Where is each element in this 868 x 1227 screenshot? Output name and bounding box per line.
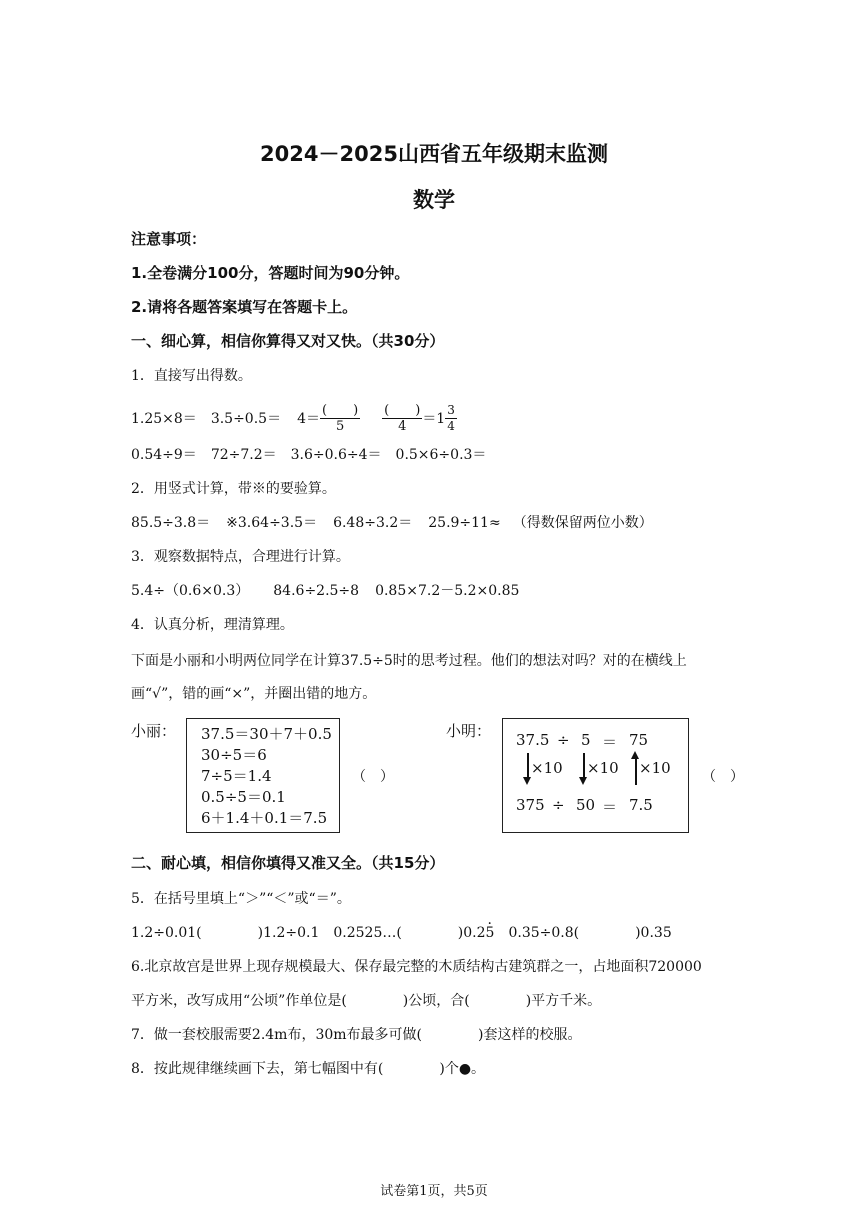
page-title: 2024－2025山西省五年级期末监测 — [260, 142, 608, 166]
section1-heading: 一、细心算，相信你算得又对又快。（共30分） — [131, 332, 445, 350]
q5-label: 5．在括号里填上“＞”“＜”或“＝”。 — [131, 891, 351, 907]
q7: 7．做一套校服需要2.4m布，30m布最多可做( )套这样的校服。 — [131, 1027, 582, 1043]
xiaoli-work-box — [186, 718, 340, 833]
q1-item-e: 0.54÷9＝ — [131, 447, 197, 463]
xm-top-b: 5 — [581, 731, 591, 749]
page-subtitle: 数学 — [413, 188, 455, 212]
xm-mul-3: ×10 — [639, 759, 671, 777]
xiaoli-answer-paren: （ ） — [352, 769, 394, 785]
q1-mixed-fraction: $\frac{3}{4}$ — [447, 402, 455, 433]
notice-item-2: 2.请将各题答案填写在答题卡上。 — [131, 298, 358, 316]
xm-top-a: 37.5 — [516, 731, 550, 749]
q1-row1 — [131, 398, 457, 438]
section2-heading: 二、耐心填，相信你填得又准又全。（共15分） — [131, 854, 445, 872]
xm-bot-eq: ＝ — [602, 798, 618, 816]
xm-top-eq: ＝ — [602, 733, 618, 751]
q3-item-c: 0.85×7.2－5.2×0.85 — [375, 583, 520, 599]
xm-mul-2: ×10 — [587, 759, 619, 777]
q6-line2: 平方米，改写成用“公顷”作单位是( )公顷，合( )平方千米。 — [131, 993, 602, 1009]
q2-row — [131, 512, 653, 532]
q3-item-a: 5.4÷（0.6×0.3） — [131, 583, 250, 599]
q2-item-d: 25.9÷11≈ — [428, 515, 501, 531]
q1-item-g: 3.6÷0.6÷4＝ — [290, 447, 382, 463]
xm-top-c: 75 — [629, 731, 649, 749]
q4-desc-line1: 下面是小丽和小明两位同学在计算37.5÷5时的思考过程。他们的想法对吗？对的在横线上 — [131, 653, 687, 669]
notice-item-1: 1.全卷满分100分，答题时间为90分钟。 — [131, 264, 410, 282]
q6-line1: 6.北京故宫是世界上现存规模最大、保存最完整的木质结构古建筑群之一，占地面积720000 — [131, 959, 702, 975]
xm-arrow-up-3 — [635, 757, 637, 785]
xm-arrow-down-1 — [527, 753, 529, 779]
xiaoli-line-2: 30÷5＝6 — [201, 746, 267, 764]
xiaoming-label: 小明： — [446, 722, 492, 740]
q5-repeating-digit: 5 · — [486, 925, 495, 941]
q5-row — [131, 922, 672, 942]
q2-item-b: ※3.64÷3.5＝ — [226, 515, 318, 531]
q5-item-c: 0.35÷0.8( )0.35 — [508, 925, 672, 941]
xiaoming-answer-paren: （ ） — [702, 769, 744, 785]
q3-item-b: 84.6÷2.5÷8 — [273, 583, 360, 599]
xm-top-op: ÷ — [557, 731, 570, 749]
q1-fraction-c: $\frac{( )}{5}$ — [322, 402, 359, 434]
q1-item-b: 3.5÷0.5＝ — [210, 411, 282, 427]
xm-mul-1: ×10 — [531, 759, 563, 777]
page-footer: 试卷第1页，共5页 — [380, 1184, 488, 1199]
xiaoli-line-3: 7÷5＝1.4 — [201, 767, 272, 785]
xm-bot-b: 50 — [576, 796, 596, 814]
q4-label: 4．认真分析，理清算理。 — [131, 617, 294, 633]
q2-item-a: 85.5÷3.8＝ — [131, 515, 211, 531]
xm-arrow-down-1-head — [523, 777, 531, 785]
q1-fraction-d: $\frac{( )}{4}$ — [384, 402, 421, 434]
q1-item-d-eq: ＝1 — [422, 411, 446, 427]
xiaoli-line-1: 37.5＝30＋7＋0.5 — [201, 725, 332, 743]
xiaoming-work-box — [502, 718, 689, 833]
q1-item-a: 1.25×8＝ — [131, 411, 197, 427]
q8: 8．按此规律继续画下去，第七幅图中有( )个●。 — [131, 1061, 486, 1077]
xiaoli-line-5: 6＋1.4＋0.1＝7.5 — [201, 809, 328, 827]
q2-label: 2．用竖式计算，带※的要验算。 — [131, 481, 336, 497]
q1-label: 1．直接写出得数。 — [131, 368, 252, 384]
q1-item-h: 0.5×6÷0.3＝ — [395, 447, 487, 463]
q5-item-b: 0.2525…( )0.2 — [333, 925, 486, 941]
q5-item-a: 1.2÷0.01( )1.2÷0.1 — [131, 925, 320, 941]
xm-arrow-up-3-head — [631, 751, 639, 759]
q2-item-c: 6.48÷3.2＝ — [333, 515, 413, 531]
xiaoli-label: 小丽： — [131, 722, 177, 740]
xm-arrow-down-2-head — [579, 777, 587, 785]
xm-bot-a: 375 — [516, 796, 545, 814]
q3-row — [131, 580, 519, 600]
xm-bot-op: ÷ — [552, 796, 565, 814]
xiaoli-line-4: 0.5÷5＝0.1 — [201, 788, 286, 806]
q2-note: （得数保留两位小数） — [512, 515, 653, 531]
xm-bot-c: 7.5 — [629, 796, 653, 814]
xm-arrow-down-2 — [583, 753, 585, 779]
q1-row2 — [131, 444, 486, 464]
q4-desc-line2: 画“√”，错的画“×”，并圈出错的地方。 — [131, 686, 377, 702]
q3-label: 3．观察数据特点，合理进行计算。 — [131, 549, 350, 565]
q1-item-f: 72÷7.2＝ — [210, 447, 277, 463]
q1-item-c-prefix: 4＝ — [297, 411, 320, 427]
notice-heading: 注意事项： — [131, 230, 207, 248]
